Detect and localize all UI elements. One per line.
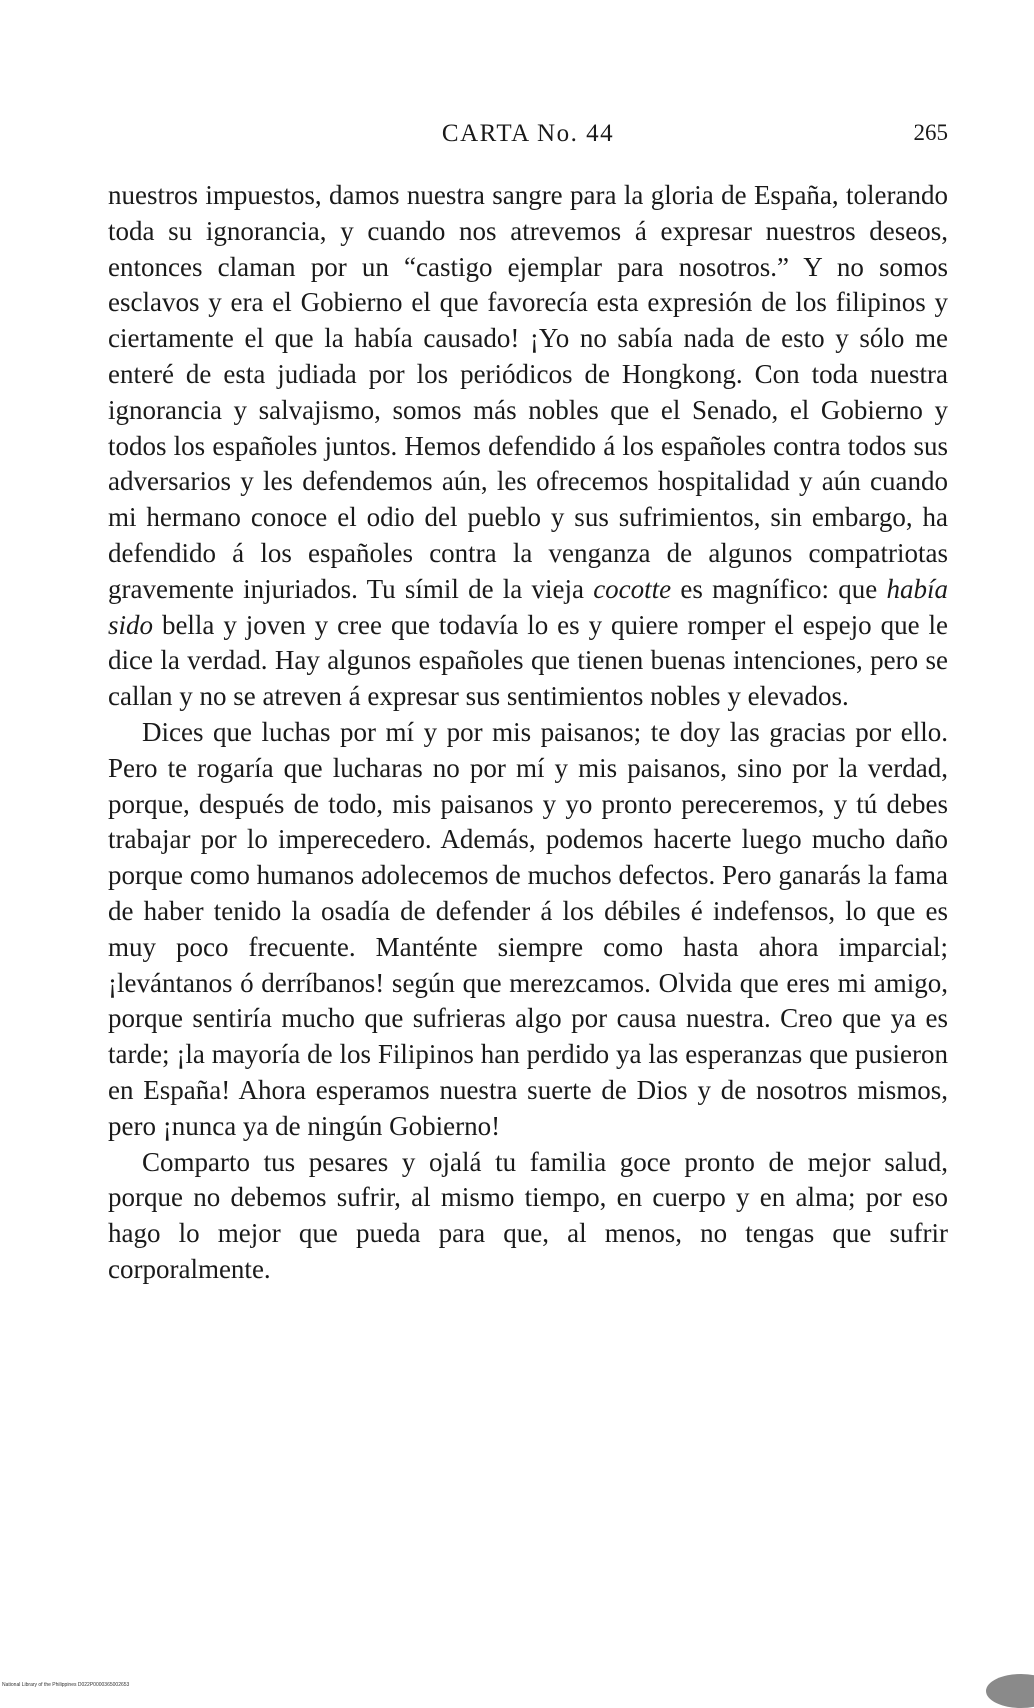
italic-run: había sido (108, 573, 948, 640)
letter-body (108, 178, 948, 1288)
page-title: CARTA No. 44 (441, 120, 615, 147)
scan-corner-mark (986, 1674, 1034, 1708)
text-run: Dices que luchas por mí y por mis paisanos; te doy las gracias por ello. Pero te rogaría que lucharas no por mí y mis paisanos, sino por la verdad, porque, después de todo, mis paisanos y yo pronto pereceremos, y tú debes trabajar por lo imperecedero. Además, podemos hacerte luego mucho daño porque como humanos adolecemos de muchos defectos. Pero ganarás la fama de haber tenido la osadía de defender á los débiles é indefensos, lo que es muy poco frecuente. Manténte siempre como hasta ahora imparcial; ¡levántanos ó derríbanos! según que merezcamos. Olvida que eres mi amigo, porque sentiría mucho que sufrieras algo por causa nuestra. Creo que ya es tarde; ¡la mayoría de los Filipinos han perdido ya las esperanzas que pusieron en España! Ahora esperamos nuestra suerte de Dios y de nosotros mismos, pero ¡nunca ya de ningún Gobierno! (108, 716, 948, 1141)
running-head (108, 120, 948, 156)
paragraph-2 (108, 715, 948, 1145)
page-number: 265 (913, 120, 948, 145)
paragraph-1 (108, 178, 948, 715)
paragraph-3 (108, 1145, 948, 1288)
text-run: nuestros impuestos, damos nuestra sangre para la gloria de España, tolerando toda su ignorancia, y cuando nos atrevemos á expresar nuestros deseos, entonces claman por un “castigo ejemplar para nosotros.” Y no somos esclavos y era el Gobierno el que favorecía esta expresión de los filipinos y ciertamente el que la había causado! ¡Yo no sabía nada de esto y sólo me enteré de esta judiada por los periódicos de Hongkong. Con toda nuestra ignorancia y salvajismo, somos más nobles que el Senado, el Gobierno y todos los españoles juntos. Hemos defendido á los españoles contra todos sus adversarios y les defendemos aún, les ofrecemos hospitalidad y aún cuando mi hermano conoce el odio del pueblo y sus sufrimientos, sin embargo, ha defendido á los españoles contra la venganza de algunos compatriotas gravemente injuriados. Tu símil de la vieja (108, 180, 948, 604)
text-run: bella y joven y cree que todavía lo es y quiere romper el espejo que le dice la verdad. Hay algunos españoles que tienen buenas intenciones, pero se callan y no se atreven á expresar sus sentimientos nobles y elevados. (108, 609, 948, 712)
italic-run: cocotte (593, 573, 672, 604)
text-run: es magnífico: que (671, 573, 887, 604)
text-run: Comparto tus pesares y ojalá tu familia goce pronto de mejor salud, porque no debemos sufrir, al mismo tiempo, en cuerpo y en alma; por eso hago lo mejor que pueda para que, al menos, no tengas que sufrir corporalmente. (108, 1146, 948, 1284)
scan-credit: National Library of the Philippines D022P0000365002653 (2, 1682, 130, 1688)
